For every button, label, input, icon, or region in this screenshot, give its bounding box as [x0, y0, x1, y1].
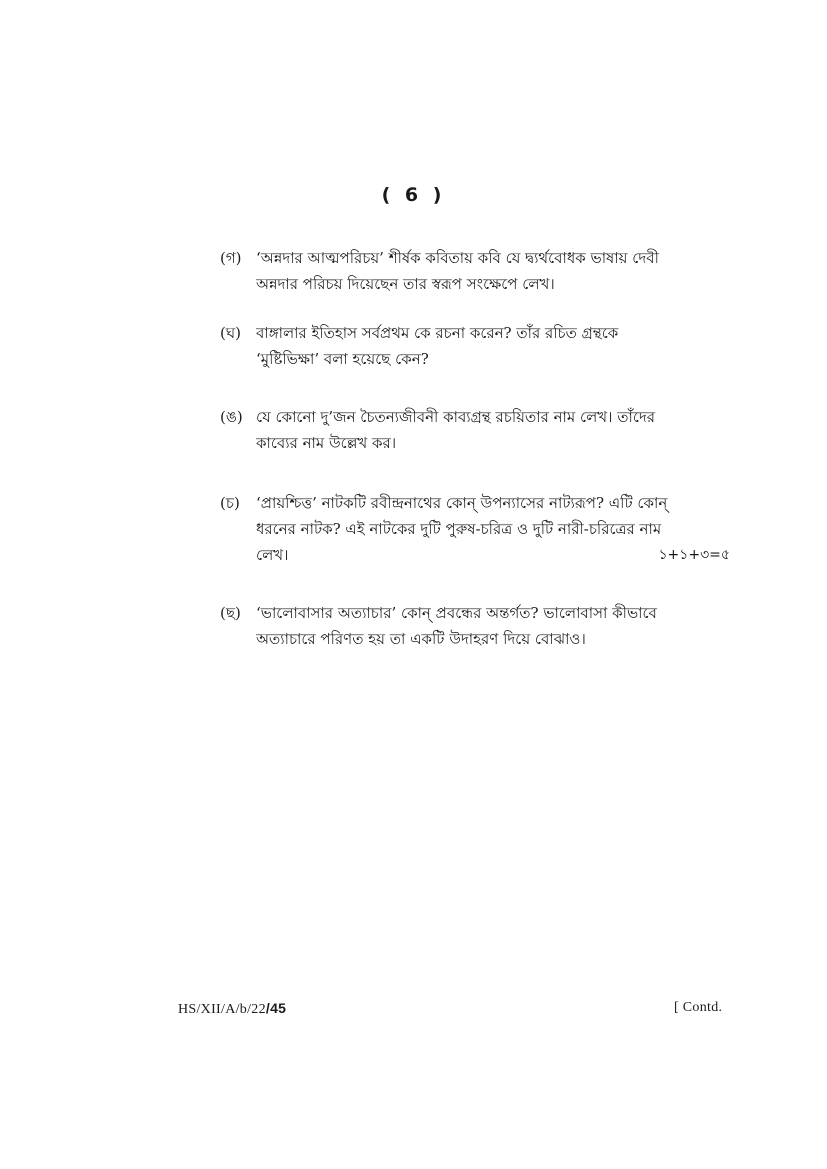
- question-line: কাব্যের নাম উল্লেখ কর।: [256, 434, 397, 452]
- question-text: [256, 404, 690, 456]
- question-line: ধরনের নাটক? এই নাটকের দুটি পুরুষ-চরিত্র ও দুটি নারী-চরিত্রের নাম: [256, 520, 662, 538]
- question-line: ‘প্রায়শ্চিত্ত’ নাটকটি রবীন্দ্রনাথের কোন্ উপন্যাসের নাট্যরূপ? এটি কোন্: [256, 494, 668, 512]
- page-number: ( 6 ): [381, 184, 446, 206]
- question-text: [256, 490, 690, 568]
- question-label: (ছ): [220, 604, 241, 622]
- question-label: (চ): [220, 494, 240, 512]
- question-label: (ঙ): [220, 408, 243, 426]
- question-line: অন্নদার পরিচয় দিয়েছেন তার স্বরূপ সংক্ষেপে লেখ।: [256, 275, 555, 293]
- question-label: (ঘ): [220, 324, 241, 342]
- continued-marker: [ Contd.: [674, 1000, 723, 1015]
- question-text: [256, 245, 690, 297]
- question-label: (গ): [220, 249, 242, 267]
- paper-code-suffix: /45: [265, 1000, 287, 1016]
- question-line: লেখ।: [256, 546, 289, 564]
- question-line: ‘ভালোবাসার অত্যাচার’ কোন্ প্রবন্ধের অন্তর্গত? ভালোবাসা কীভাবে: [256, 604, 657, 622]
- question-line: ‘অন্নদার আত্মপরিচয়’ শীর্ষক কবিতায় কবি যে দ্ব্যর্থবোধক ভাষায় দেবী: [256, 249, 659, 267]
- paper-code: [178, 1000, 286, 1018]
- question-text: [256, 600, 690, 652]
- paper-code-prefix: HS/XII/A/b/22: [178, 1002, 266, 1017]
- question-text: [256, 320, 690, 372]
- question-line: যে কোনো দু’জন চৈতন্যজীবনী কাব্যগ্রন্থ রচয়িতার নাম লেখ। তাঁদের: [256, 408, 656, 426]
- question-line: অত্যাচারে পরিণত হয় তা একটি উদাহরণ দিয়ে বোঝাও।: [256, 630, 586, 648]
- marks-distribution: ১+১+৩=৫: [658, 547, 730, 563]
- question-line: বাঙ্গালার ইতিহাস সর্বপ্রথম কে রচনা করেন? তাঁর রচিত গ্রন্থকে: [256, 324, 619, 342]
- question-line: ‘মুষ্টিভিক্ষা’ বলা হয়েছে কেন?: [256, 350, 429, 368]
